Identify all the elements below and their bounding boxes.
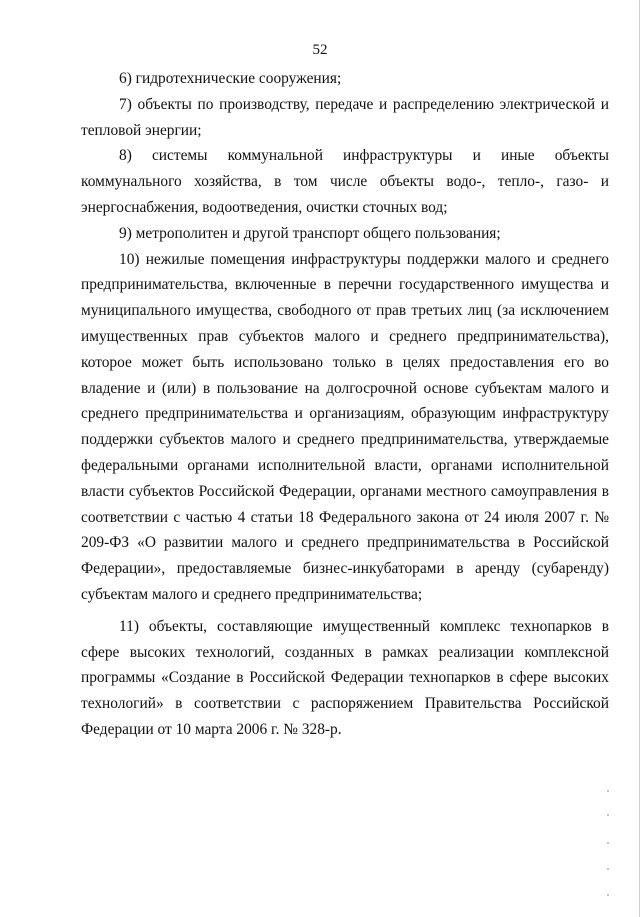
paragraph-item-7: 7) объекты по производству, передаче и распределению электрической и тепловой энергии;: [81, 95, 609, 139]
scan-speckle: [607, 814, 609, 816]
paragraph-item-11: 11) объекты, составляющие имущественный комплекс технопарков в сфере высоких технологий, созданных в рамках реализации комплексной программы «Создание в Российской Федерации технопарков в сфере высоких технологий» в соответствии с распоряжением Правительства Российской Федерации от 10 марта 2006 г. № 328-р.: [81, 617, 609, 738]
scan-speckle: [607, 790, 609, 792]
paragraph-item-9: 9) метрополитен и другой транспорт общего пользования;: [119, 224, 501, 242]
document-body: [81, 66, 609, 743]
scan-speckles: [607, 790, 611, 900]
scan-speckle: [607, 894, 609, 896]
scan-speckle: [607, 842, 609, 844]
paragraph-item-10: 10) нежилые помещения инфраструктуры поддержки малого и среднего предпринимательства, включенные в перечни государственного имущества и муниципального имущества, свободного от прав третьих лиц (за исключением имущественных прав субъектов малого и среднего предпринимательства), которое может быть использовано только в целях предоставления его во владение и (или) в пользование на долгосрочной основе субъектам малого и среднего предпринимательства и организациям, образующим инфраструктуру поддержки субъектов малого и среднего предпринимательства, утверждаемые федеральными органами исполнительной власти, органами исполнительной власти субъектов Российской Федерации, органами местного самоуправления в соответствии с частью 4 статьи 18 Федерального закона от 24 июля 2007 г. № 209-ФЗ «О развитии малого и среднего предпринимательства в Российской Федерации», предоставляемые бизнес-инкубаторами в аренду (субаренду) субъектам малого и среднего предпринимательства;: [81, 250, 609, 603]
paragraph-item-8: 8) системы коммунальной инфраструктуры и иные объекты коммунального хозяйства, в том числе объекты водо-, тепло-, газо- и энергоснабжения, водоотведения, очистки сточных вод;: [81, 147, 609, 216]
scan-speckle: [607, 868, 609, 870]
paragraph-item-6: 6) гидротехнические сооружения;: [119, 70, 342, 87]
page-number: 52: [312, 42, 328, 58]
